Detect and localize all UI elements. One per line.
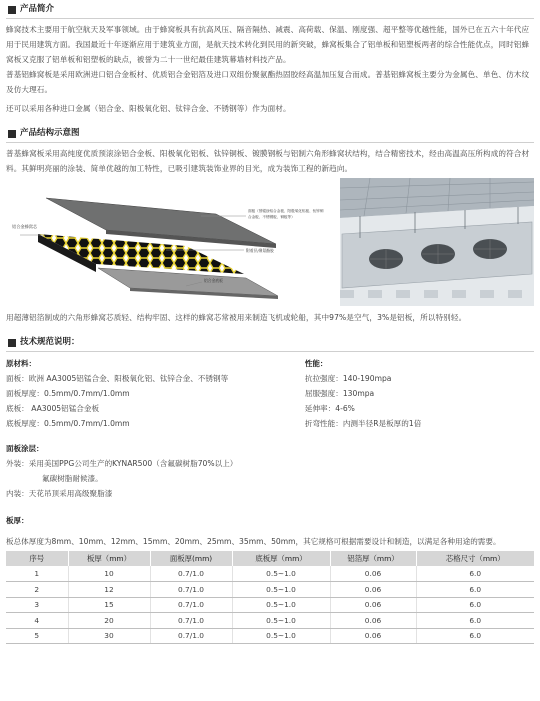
structure-paragraph-1: 普基蜂窝板采用高纯度优质预滚涂铝合金板、阳极氧化铝板、钛锌铜板、镀膜钢板与铝制六角形蜂窝状结构，结合精密技术，经由高温高压所构成的符合材料。其鲜明亮丽的涂装、简单优越的加工特性，已吸引建筑装饰业界的目光，成为装饰工程的新趋向。 xyxy=(6,149,530,173)
square-bullet-icon xyxy=(8,6,16,14)
table-cell: 6.0 xyxy=(416,613,534,629)
section-title-spec: 技术规范说明： xyxy=(20,336,80,347)
intro-paragraph-2: 普基铝蜂窝板是采用欧洲进口铝合金板材、优质铝合金铝箔及进口双组份聚氨酯热固胶经高温加压复合而成。普基铝蜂窝板主要分为金属色、单色、仿木纹及仿大理石。 xyxy=(6,70,530,94)
table-cell: 6.0 xyxy=(416,628,534,644)
table-cell: 0.5~1.0 xyxy=(232,628,330,644)
coating-label: 面板涂层： xyxy=(6,444,44,453)
table-header-cell: 序号 xyxy=(6,551,68,566)
table-cell: 0.7/1.0 xyxy=(150,582,232,598)
section-header-structure xyxy=(8,126,534,141)
table-row xyxy=(6,566,534,582)
divider xyxy=(6,18,534,19)
table-cell: 6.0 xyxy=(416,582,534,598)
thickness-label: 板厚： xyxy=(6,516,29,525)
table-cell: 0.7/1.0 xyxy=(150,566,232,582)
materials-column xyxy=(6,356,305,431)
ceiling-photo-svg xyxy=(340,178,534,306)
performance-line-2: 屈服强度：130mpa xyxy=(304,389,375,398)
table-cell: 0.06 xyxy=(330,582,416,598)
materials-line-2: 面板厚度：0.5mm/0.7mm/1.0mm xyxy=(6,389,130,398)
table-header-cell: 底板厚（mm） xyxy=(232,551,330,566)
structure-diagram-svg xyxy=(6,178,334,306)
table-header-cell: 铝箔厚（mm） xyxy=(330,551,416,566)
label-face-sheet-2: 合金板、不锈钢板、铜板等） xyxy=(248,215,295,219)
table-cell: 1 xyxy=(6,566,68,582)
spec-grid xyxy=(6,356,534,431)
materials-line-3: 底板： AA3005铝锰合金板 xyxy=(6,404,100,413)
section-title-intro: 产品简介 xyxy=(20,3,55,14)
table-cell: 0.06 xyxy=(330,566,416,582)
coating-block xyxy=(6,441,534,501)
ceiling-installation-photo xyxy=(340,178,534,306)
performance-line-4: 折弯性能：内测半径R是板厚的1倍 xyxy=(304,419,422,428)
performance-column xyxy=(305,356,534,431)
table-row xyxy=(6,582,534,598)
coating-line-1: 外装：采用美国PPG公司生产的KYNAR500（含氟碳树脂70%以上） xyxy=(6,459,238,468)
divider xyxy=(6,351,534,352)
performance-line-3: 延伸率：4-6% xyxy=(304,404,355,413)
figure-row xyxy=(6,178,534,306)
table-cell: 12 xyxy=(68,582,150,598)
honeycomb-structure-diagram xyxy=(6,178,334,306)
table-cell: 0.5~1.0 xyxy=(232,566,330,582)
table-cell: 3 xyxy=(6,597,68,613)
page xyxy=(0,2,540,701)
table-cell: 0.5~1.0 xyxy=(232,597,330,613)
square-bullet-icon xyxy=(8,339,16,347)
table-header-cell: 面板厚(mm) xyxy=(150,551,232,566)
table-cell: 6.0 xyxy=(416,566,534,582)
table-cell: 6.0 xyxy=(416,597,534,613)
structure-paragraph-2: 用超薄铝箔制成的六角形蜂窝芯质轻、结构牢固、这样的蜂窝芯常被用来制造飞机或轮船，其中97%是空气，3%是铝板，所以特别轻。 xyxy=(6,313,467,322)
table-cell: 0.06 xyxy=(330,597,416,613)
label-face-sheet: 面板（预辊涂铝合金板、阳极氧化铝板、钛锌铜 xyxy=(248,209,324,213)
label-core: 铝合金蜂窝芯 xyxy=(12,224,38,229)
spec-table xyxy=(6,551,534,644)
table-header-cell: 芯格尺寸（mm） xyxy=(416,551,534,566)
square-bullet-icon xyxy=(8,130,16,138)
label-adhesive: 附着层/聚氨酯胶 xyxy=(246,248,274,253)
table-cell: 4 xyxy=(6,613,68,629)
table-cell: 0.06 xyxy=(330,628,416,644)
table-row xyxy=(6,628,534,644)
table-row xyxy=(6,613,534,629)
divider xyxy=(6,142,534,143)
table-cell: 0.7/1.0 xyxy=(150,613,232,629)
intro-paragraph-3: 还可以采用各种进口金属（铝合金、阳极氧化铝、钛锌合金、不锈钢等）作为面材。 xyxy=(6,104,291,113)
thickness-note: 板总体厚度为8mm、10mm、12mm、15mm、20mm、25mm、35mm、50mm，其它规格可根据需要设计和制造，以满足各种用途的需要。 xyxy=(6,537,501,546)
materials-label: 原材料： xyxy=(6,359,36,368)
performance-label: 性能： xyxy=(304,359,328,368)
materials-line-1: 面板：欧洲 AA3005铝锰合金、阳极氧化铝、钛锌合金、不锈钢等 xyxy=(6,374,229,383)
table-header-cell: 板厚（mm） xyxy=(68,551,150,566)
table-cell: 5 xyxy=(6,628,68,644)
label-back-sheet: 铝合金底板 xyxy=(204,278,223,283)
table-cell: 2 xyxy=(6,582,68,598)
table-cell: 10 xyxy=(68,566,150,582)
table-header-row xyxy=(6,551,534,566)
table-cell: 30 xyxy=(68,628,150,644)
table-cell: 15 xyxy=(68,597,150,613)
table-row xyxy=(6,597,534,613)
intro-paragraph-1: 蜂窝技术主要用于航空航天及军事领域。由于蜂窝板具有抗高风压、隔音隔热、减震、高荷载、保温、刚度强、超平整等优越性能，国外已在五六十年代应用于民用建筑方面。我国最近十年逐渐应用于建筑业方面，是航天技术转化到民用的新突破，蜂窝板集合了铝单板和铝塑板两者的综合性能优点，同时铝蜂窝板又克服了铝单板和铝塑板的缺点，被誉为二十一世纪最佳建筑幕墙材料技产品。 xyxy=(6,25,530,64)
table-cell: 20 xyxy=(68,613,150,629)
table-cell: 0.7/1.0 xyxy=(150,628,232,644)
coating-line-2: 氟碳树脂耐候漆。 xyxy=(42,474,103,483)
table-cell: 0.5~1.0 xyxy=(232,613,330,629)
table-cell: 0.5~1.0 xyxy=(232,582,330,598)
coating-line-3: 内装：天花吊顶采用高级聚脂漆 xyxy=(6,489,113,498)
thickness-block xyxy=(6,513,534,549)
section-header-intro xyxy=(8,2,534,17)
section-header-spec xyxy=(8,335,534,350)
performance-line-1: 抗拉强度：140-190mpa xyxy=(304,374,392,383)
section-title-structure: 产品结构示意图 xyxy=(20,127,80,138)
materials-line-4: 底板厚度：0.5mm/0.7mm/1.0mm xyxy=(6,419,130,428)
table-cell: 0.7/1.0 xyxy=(150,597,232,613)
table-cell: 0.06 xyxy=(330,613,416,629)
